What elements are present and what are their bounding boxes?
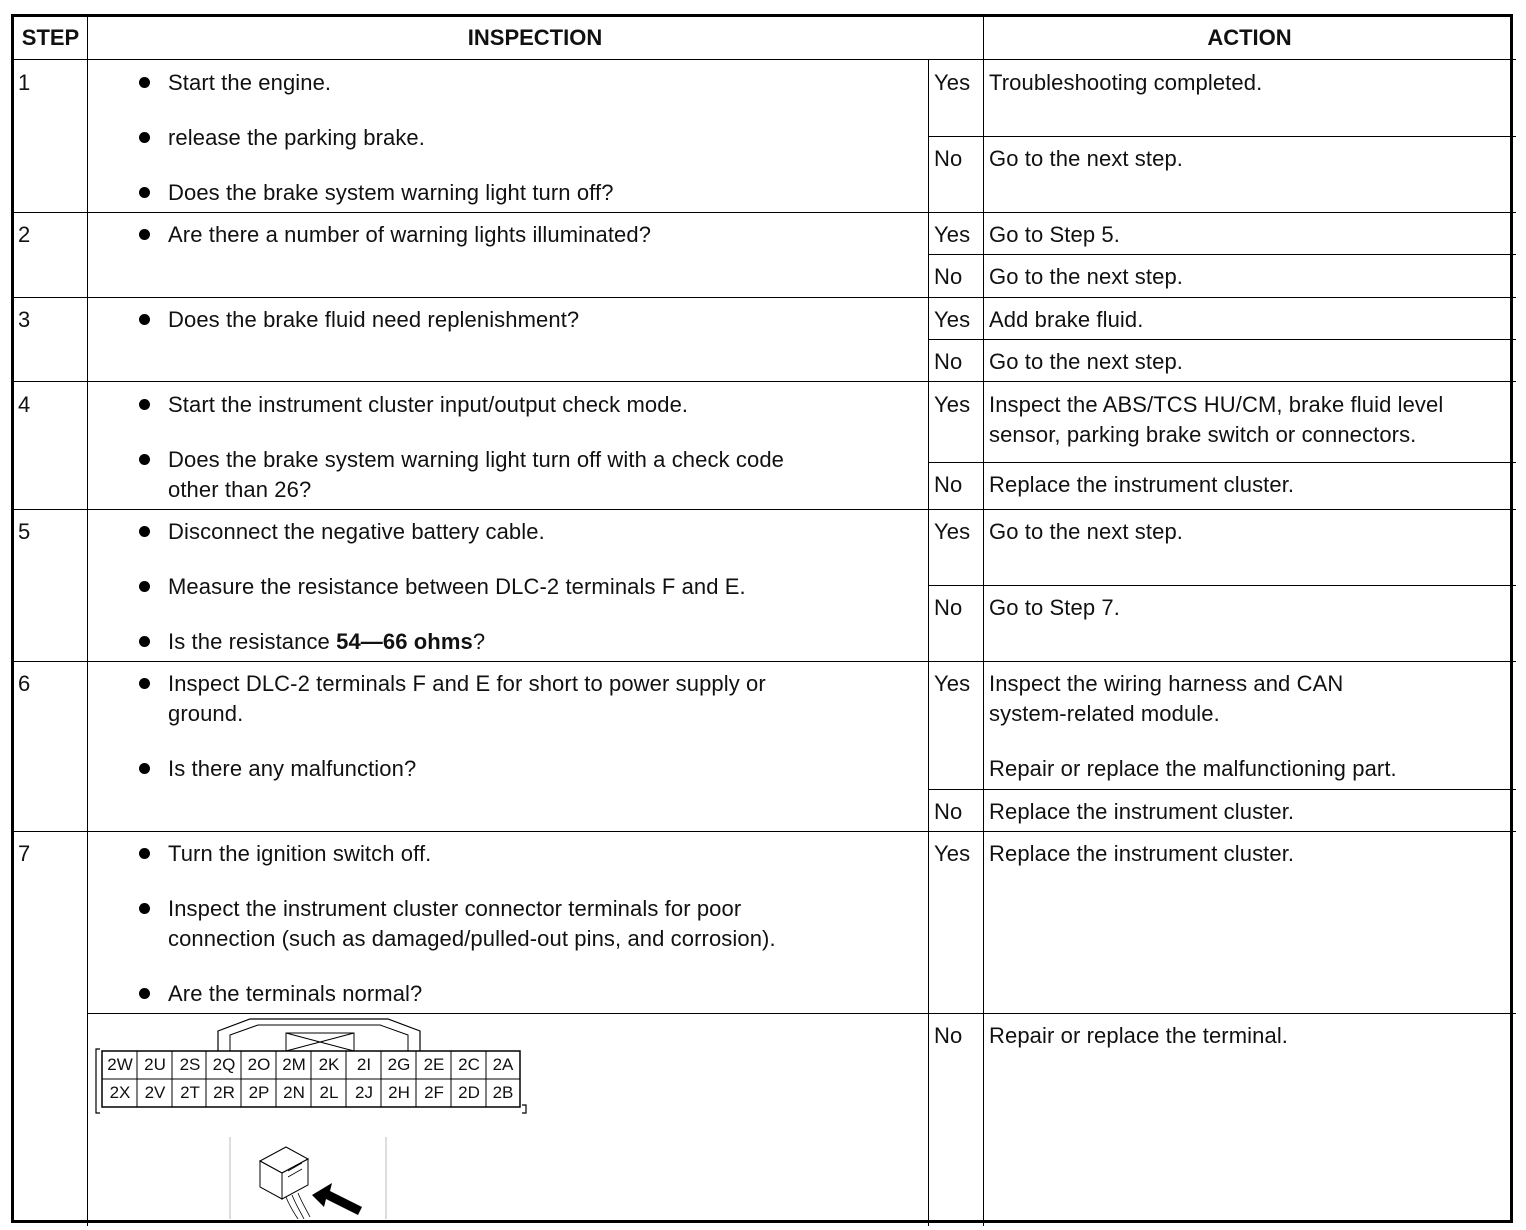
action-column-divider — [983, 17, 984, 1226]
inspection-item: Are there a number of warning lights illuminated? — [168, 222, 652, 247]
row-divider — [14, 381, 1516, 382]
row-divider — [14, 212, 1516, 213]
action-text: Go to the next step. — [989, 519, 1184, 544]
yes-label: Yes — [934, 841, 971, 866]
header-step: STEP — [21, 25, 80, 50]
resistance-question: Is the resistance — [168, 629, 337, 654]
inspection-item — [168, 627, 485, 657]
terminal-pin: 2W — [107, 1055, 133, 1074]
action-text: Replace the instrument cluster. — [989, 799, 1295, 824]
inspection-item: Is there any malfunction? — [168, 756, 417, 781]
terminal-pin: 2O — [247, 1055, 271, 1074]
step-number: 7 — [18, 841, 31, 866]
inspection-item: Are the terminals normal? — [168, 981, 423, 1006]
action-text: Go to the next step. — [989, 349, 1184, 374]
inspection-item: Disconnect the negative battery cable. — [168, 519, 545, 544]
inspection-item: connection (such as damaged/pulled-out pins, and corrosion). — [168, 926, 776, 951]
terminal-pin: 2I — [356, 1055, 372, 1074]
action-text: Troubleshooting completed. — [989, 70, 1263, 95]
row-divider — [14, 661, 1516, 662]
header-inspection: INSPECTION — [467, 25, 603, 50]
inspection-item: release the parking brake. — [168, 125, 425, 150]
bullet-icon — [139, 229, 150, 240]
inspection-item: Start the engine. — [168, 70, 332, 95]
yes-label: Yes — [934, 519, 971, 544]
step-number: 5 — [18, 519, 31, 544]
terminal-pin: 2X — [109, 1083, 131, 1102]
action-text: Repair or replace the malfunctioning part. — [989, 756, 1397, 781]
terminal-pin: 2E — [423, 1055, 445, 1074]
no-label: No — [934, 146, 963, 171]
bullet-icon — [139, 581, 150, 592]
terminal-pin: 2G — [387, 1055, 411, 1074]
inspection-item: Measure the resistance between DLC-2 terminals F and E. — [168, 574, 746, 599]
no-label: No — [934, 1023, 963, 1048]
yesno-divider — [928, 254, 1516, 255]
no-label: No — [934, 595, 963, 620]
yesno-column-divider — [928, 59, 929, 1226]
yes-label: Yes — [934, 222, 971, 247]
header-divider — [14, 59, 1516, 60]
action-text: Go to the next step. — [989, 146, 1184, 171]
action-text: Repair or replace the terminal. — [989, 1023, 1289, 1048]
yesno-divider — [928, 136, 1516, 137]
row-divider — [14, 509, 1516, 510]
terminal-pin: 2V — [144, 1083, 166, 1102]
yes-label: Yes — [934, 70, 971, 95]
bullet-icon — [139, 314, 150, 325]
bullet-icon — [139, 132, 150, 143]
terminal-pin: 2J — [355, 1083, 373, 1102]
terminal-pin: 2P — [248, 1083, 270, 1102]
action-text: Go to Step 5. — [989, 222, 1120, 247]
yesno-divider — [928, 585, 1516, 586]
inspection-item: Inspect the instrument cluster connector terminals for poor — [168, 896, 742, 921]
inspection-item: Inspect DLC-2 terminals F and E for short to power supply or — [168, 671, 766, 696]
action-text: Go to the next step. — [989, 264, 1184, 289]
bullet-icon — [139, 636, 150, 647]
step-number: 1 — [18, 70, 31, 95]
connector-terminal-diagram — [90, 1013, 530, 1123]
inspection-item: Start the instrument cluster input/output check mode. — [168, 392, 689, 417]
yes-label: Yes — [934, 671, 971, 696]
action-text: sensor, parking brake switch or connectors. — [989, 422, 1417, 447]
bullet-icon — [139, 77, 150, 88]
step-number: 2 — [18, 222, 31, 247]
bullet-icon — [139, 187, 150, 198]
connector-arrow-icon — [228, 1137, 388, 1219]
yesno-divider — [928, 789, 1516, 790]
terminal-pin: 2S — [179, 1055, 201, 1074]
inspection-item: Turn the ignition switch off. — [168, 841, 432, 866]
step-number: 6 — [18, 671, 31, 696]
terminal-pin: 2N — [283, 1083, 305, 1102]
yesno-divider — [928, 339, 1516, 340]
terminal-pin: 2H — [388, 1083, 410, 1102]
terminal-pin: 2F — [424, 1083, 444, 1102]
diagnostic-table — [11, 14, 1513, 1223]
terminal-pin: 2U — [144, 1055, 166, 1074]
question-mark: ? — [472, 629, 486, 654]
resistance-spec: 54—66 ohms — [336, 629, 473, 654]
terminal-pin: 2M — [282, 1055, 306, 1074]
terminal-pin: 2C — [458, 1055, 480, 1074]
yesno-divider — [928, 462, 1516, 463]
action-text: system-related module. — [989, 701, 1220, 726]
inspection-item: Does the brake fluid need replenishment? — [168, 307, 580, 332]
header-action: ACTION — [1207, 25, 1292, 50]
row-divider — [14, 297, 1516, 298]
row-divider — [14, 831, 1516, 832]
terminal-pin: 2A — [492, 1055, 514, 1074]
step-number: 4 — [18, 392, 31, 417]
action-text: Go to Step 7. — [989, 595, 1120, 620]
bullet-icon — [139, 988, 150, 999]
action-text: Replace the instrument cluster. — [989, 841, 1295, 866]
no-label: No — [934, 264, 963, 289]
inspection-item: Does the brake system warning light turn off with a check code — [168, 447, 784, 472]
bullet-icon — [139, 454, 150, 465]
inspection-item: other than 26? — [168, 477, 312, 502]
bullet-icon — [139, 763, 150, 774]
action-text: Inspect the wiring harness and CAN — [989, 671, 1344, 696]
bullet-icon — [139, 848, 150, 859]
terminal-pin: 2D — [458, 1083, 480, 1102]
terminal-pin: 2L — [319, 1083, 339, 1102]
bullet-icon — [139, 399, 150, 410]
step-column-divider — [87, 17, 88, 1226]
bullet-icon — [139, 903, 150, 914]
action-text: Replace the instrument cluster. — [989, 472, 1295, 497]
yes-label: Yes — [934, 307, 971, 332]
yes-label: Yes — [934, 392, 971, 417]
bullet-icon — [139, 526, 150, 537]
step-number: 3 — [18, 307, 31, 332]
terminal-pin: 2B — [492, 1083, 514, 1102]
bullet-icon — [139, 678, 150, 689]
no-label: No — [934, 472, 963, 497]
terminal-pin: 2T — [180, 1083, 200, 1102]
connector-location-illustration — [228, 1137, 388, 1219]
action-text: Add brake fluid. — [989, 307, 1144, 332]
inspection-item: Does the brake system warning light turn off? — [168, 180, 614, 205]
terminal-pin: 2R — [213, 1083, 235, 1102]
terminal-pin: 2Q — [212, 1055, 236, 1074]
inspection-item: ground. — [168, 701, 244, 726]
no-label: No — [934, 799, 963, 824]
action-text: Inspect the ABS/TCS HU/CM, brake fluid level — [989, 392, 1444, 417]
terminal-pin: 2K — [318, 1055, 340, 1074]
no-label: No — [934, 349, 963, 374]
